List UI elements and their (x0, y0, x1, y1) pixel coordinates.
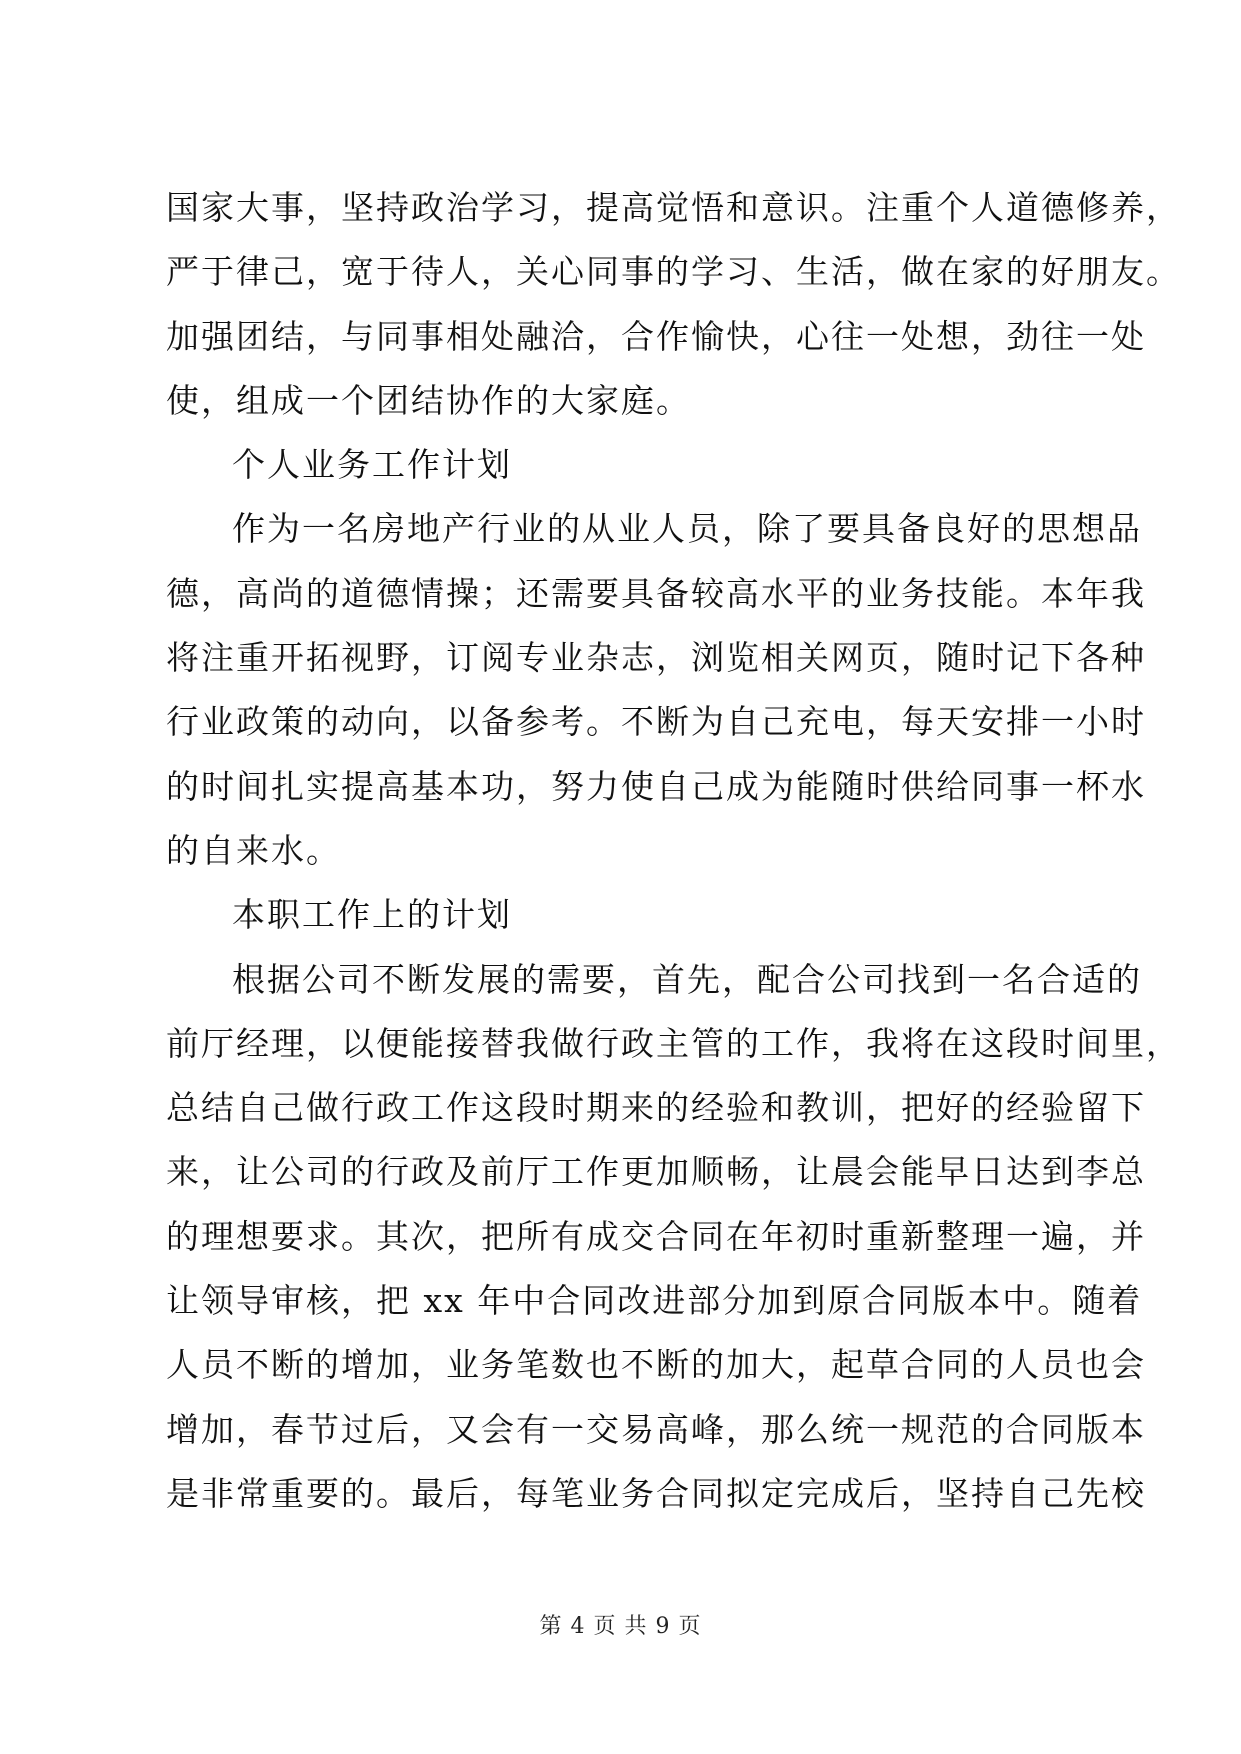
paragraph-line: 的理想要求。其次，把所有成交合同在年初时重新整理一遍，并 (166, 1216, 1146, 1256)
document-body (166, 176, 1181, 1526)
paragraph-line: 将注重开拓视野，订阅专业杂志，浏览相关网页，随时记下各种 (166, 638, 1146, 678)
paragraph-line: 的自来水。 (166, 830, 341, 870)
paragraph-line: 国家大事，坚持政治学习，提高觉悟和意识。注重个人道德修养， (166, 188, 1181, 227)
paragraph-line: 根据公司不断发展的需要，首先，配合公司找到一名合适的 (232, 959, 1142, 999)
paragraph-line: 使，组成一个团结协作的大家庭。 (166, 380, 691, 420)
paragraph-line: 严于律己，宽于待人，关心同事的学习、生活，做在家的好朋友。 (166, 252, 1181, 292)
paragraph-line: 行业政策的动向，以备参考。不断为自己充电，每天安排一小时 (166, 702, 1146, 742)
paragraph-line: 作为一名房地产行业的从业人员，除了要具备良好的思想品 (232, 509, 1142, 549)
paragraph-line: 增加，春节过后，又会有一交易高峰，那么统一规范的合同版本 (166, 1409, 1146, 1449)
section-heading-job-plan: 本职工作上的计划 (232, 895, 512, 935)
page-number-footer: 第 4 页 共 9 页 (539, 1614, 702, 1639)
paragraph-line: 是非常重要的。最后，每笔业务合同拟定完成后，坚持自己先校 (166, 1473, 1146, 1513)
paragraph-line: 人员不断的增加，业务笔数也不断的加大，起草合同的人员也会 (166, 1345, 1146, 1385)
paragraph-line: 来，让公司的行政及前厅工作更加顺畅，让晨会能早日达到李总 (166, 1152, 1146, 1192)
paragraph-line: 的时间扎实提高基本功，努力使自己成为能随时供给同事一杯水 (166, 766, 1146, 806)
paragraph-line: 让领导审核，把 xx 年中合同改进部分加到原合同版本中。随着 (166, 1281, 1143, 1321)
paragraph-line: 总结自己做行政工作这段时期来的经验和教训，把好的经验留下 (166, 1088, 1146, 1128)
paragraph-line: 加强团结，与同事相处融洽，合作愉快，心往一处想，劲往一处 (166, 316, 1146, 356)
paragraph-line: 德，高尚的道德情操；还需要具备较高水平的业务技能。本年我 (166, 573, 1146, 613)
paragraph-line: 前厅经理，以便能接替我做行政主管的工作，我将在这段时间里， (166, 1023, 1181, 1063)
section-heading-personal-plan: 个人业务工作计划 (232, 445, 512, 485)
